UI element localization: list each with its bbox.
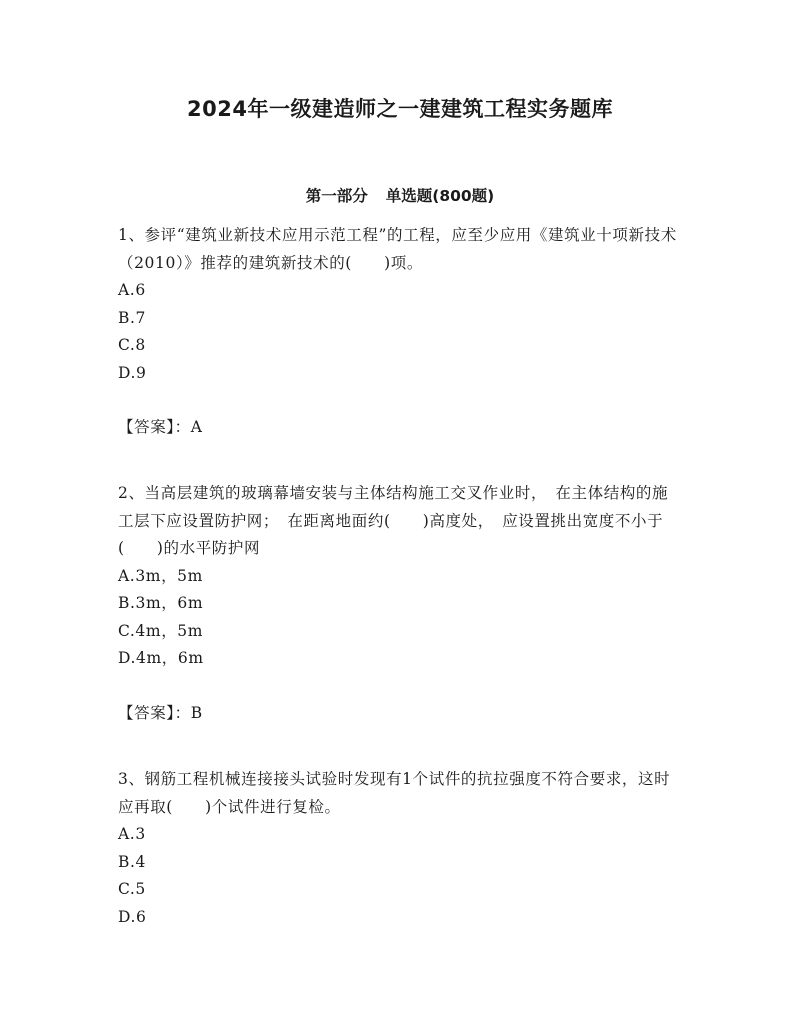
question-3-text: 3、钢筋工程机械连接接头试验时发现有1个试件的抗拉强度不符合要求，这时应再取( )个试件进行复检。 (118, 770, 671, 816)
section-name: 单选题(800题) (385, 187, 495, 205)
question-2-option-b: B.3m，6m (118, 594, 204, 612)
question-1-answer: 【答案】：A (118, 418, 203, 436)
question-1-option-a: A.6 (118, 281, 146, 299)
question-2-text: 2、当高层建筑的玻璃幕墙安装与主体结构施工交叉作业时， 在主体结构的施工层下应设置防护网； 在距离地面约( )高度处， 应设置挑出宽度不小于( )的水平防护网 (118, 484, 669, 557)
question-1 (118, 222, 684, 387)
question-2-option-c: C.4m，5m (118, 621, 204, 640)
question-3-option-d: D.6 (118, 907, 147, 926)
question-3-option-c: C.5 (118, 880, 146, 898)
question-1-text: 1、参评“建筑业新技术应用示范工程”的工程，应至少应用《建筑业十项新技术（2010）》推荐的建筑新技术的( )项。 (118, 226, 677, 272)
question-3 (118, 766, 684, 931)
document-title: 2024年一级建造师之一建建筑工程实务题库 (187, 97, 613, 121)
question-3-option-b: B.4 (118, 852, 146, 871)
section-part: 第一部分 (305, 187, 368, 205)
section-heading (0, 184, 800, 208)
question-1-option-c: C.8 (118, 336, 146, 354)
question-2-option-d: D.4m，6m (118, 649, 204, 667)
question-2-answer: 【答案】：B (118, 704, 203, 722)
question-3-option-a: A.3 (118, 825, 146, 843)
question-2-option-a: A.3m，5m (118, 566, 203, 585)
question-1-option-b: B.7 (118, 308, 146, 327)
question-1-option-d: D.9 (118, 363, 147, 382)
question-2 (118, 480, 684, 673)
